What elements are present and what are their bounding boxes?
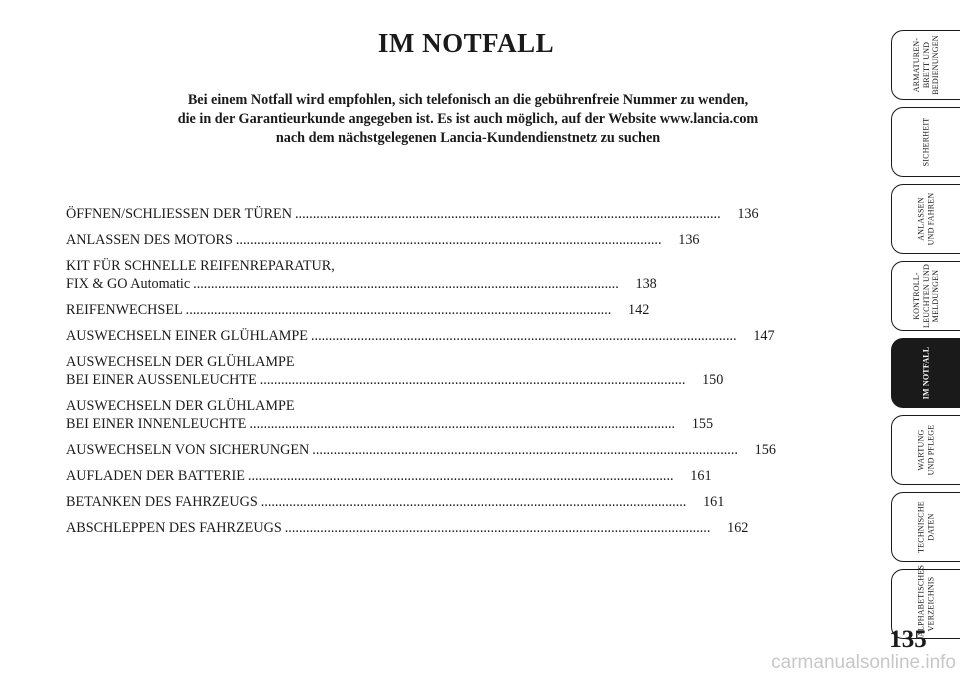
dot-leader: ........................................................................................................................ — [247, 468, 674, 484]
toc-page-number: 162 — [727, 520, 749, 536]
chapter-tab[interactable] — [891, 30, 960, 100]
dot-leader: ........................................................................................................................ — [193, 276, 619, 292]
toc-entry[interactable] — [66, 397, 714, 433]
chapter-tab-label: KONTROLL- LEUCHTEN UND MELDUNGEN — [911, 264, 940, 328]
page-title: IM NOTFALL — [377, 28, 555, 58]
toc-entry-title: AUSWECHSELN VON SICHERUNGEN — [66, 442, 310, 458]
toc-page-number: 161 — [690, 468, 712, 484]
toc-entry-title: FIX & GO Automatic — [66, 276, 191, 292]
toc-page-number: 161 — [703, 494, 725, 510]
toc-entry[interactable] — [66, 519, 749, 537]
toc-entry-title: ÖFFNEN/SCHLIESSEN DER TÜREN — [66, 206, 292, 222]
toc-page-number: 142 — [628, 302, 650, 318]
intro-line: Bei einem Notfall wird empfohlen, sich telefonisch an die gebührenfreie Nummer zu wenden, — [187, 92, 749, 108]
dot-leader: ........................................................................................................................ — [312, 442, 738, 458]
toc-entry-title: AUSWECHSELN DER GLÜHLAMPE — [66, 398, 295, 414]
table-of-contents — [66, 205, 776, 545]
emergency-intro — [96, 91, 840, 148]
toc-page-number: 155 — [691, 416, 714, 432]
chapter-tab[interactable] — [891, 492, 960, 562]
chapter-tab-label: WARTUNG UND PFLEGE — [916, 424, 935, 476]
chapter-tabs — [891, 30, 960, 646]
toc-entry-title: BETANKEN DES FAHRZEUGS — [66, 494, 258, 510]
page-number: 135 — [889, 626, 927, 653]
watermark: carmanualsonline.info — [771, 652, 956, 673]
toc-entry-title: ANLASSEN DES MOTORS — [66, 232, 233, 248]
toc-page-number: 147 — [753, 328, 775, 344]
toc-entry-title: ABSCHLEPPEN DES FAHRZEUGS — [66, 520, 282, 536]
toc-entry[interactable] — [66, 231, 700, 249]
toc-entry[interactable] — [66, 257, 657, 293]
chapter-tab-label: ALPHABETISCHES VERZEICHNIS — [916, 564, 935, 637]
toc-page-number: 156 — [754, 442, 776, 458]
toc-entry-title: AUSWECHSELN EINER GLÜHLAMPE — [66, 328, 308, 344]
toc-entry-title: BEI EINER INNENLEUCHTE — [66, 416, 247, 432]
dot-leader: ........................................................................................................................ — [260, 494, 687, 510]
toc-entry-title: KIT FÜR SCHNELLE REIFENREPARATUR, — [66, 258, 335, 274]
dot-leader: ........................................................................................................................ — [259, 372, 686, 388]
toc-page-number: 136 — [737, 206, 759, 222]
toc-entry-title: REIFENWECHSEL — [66, 302, 183, 318]
toc-entry[interactable] — [66, 353, 724, 389]
dot-leader: ........................................................................................................................ — [235, 232, 662, 248]
chapter-tab-label: SICHERHEIT — [921, 117, 931, 167]
toc-page-number: 136 — [678, 232, 700, 248]
chapter-tab[interactable] — [891, 415, 960, 485]
toc-entry-title: AUSWECHSELN DER GLÜHLAMPE — [66, 354, 295, 370]
dot-leader: ........................................................................................................................ — [249, 416, 676, 432]
chapter-tab-label: IM NOTFALL — [921, 346, 931, 400]
toc-entry[interactable] — [66, 205, 759, 223]
toc-entry[interactable] — [66, 441, 776, 459]
chapter-tab[interactable] — [891, 184, 960, 254]
intro-line: die in der Garantieurkunde angegeben ist. Es ist auch möglich, auf der Website www.lancia.com — [177, 111, 759, 127]
toc-entry[interactable] — [66, 493, 725, 511]
chapter-tab-label: ANLASSEN UND FAHREN — [916, 192, 935, 246]
toc-entry[interactable] — [66, 301, 650, 319]
dot-leader: ........................................................................................................................ — [185, 302, 612, 318]
toc-page-number: 150 — [702, 372, 724, 388]
chapter-tab[interactable] — [891, 338, 960, 408]
chapter-tab[interactable] — [891, 261, 960, 331]
chapter-tab-label: TECHNISCHE DATEN — [916, 501, 935, 553]
toc-entry-title: AUFLADEN DER BATTERIE — [66, 468, 245, 484]
dot-leader: ........................................................................................................................ — [284, 520, 711, 536]
dot-leader: ........................................................................................................................ — [294, 206, 721, 222]
dot-leader: ........................................................................................................................ — [310, 328, 737, 344]
toc-entry-title: BEI EINER AUSSENLEUCHTE — [66, 372, 257, 388]
toc-entry[interactable] — [66, 327, 775, 345]
chapter-tab-label: ARMATUREN- BRETT UND BEDIENUNGEN — [911, 35, 940, 95]
toc-page-number: 138 — [635, 276, 657, 292]
chapter-tab[interactable] — [891, 107, 960, 177]
toc-entry[interactable] — [66, 467, 712, 485]
intro-line: nach dem nächstgelegenen Lancia-Kundendienstnetz zu suchen — [275, 130, 661, 146]
